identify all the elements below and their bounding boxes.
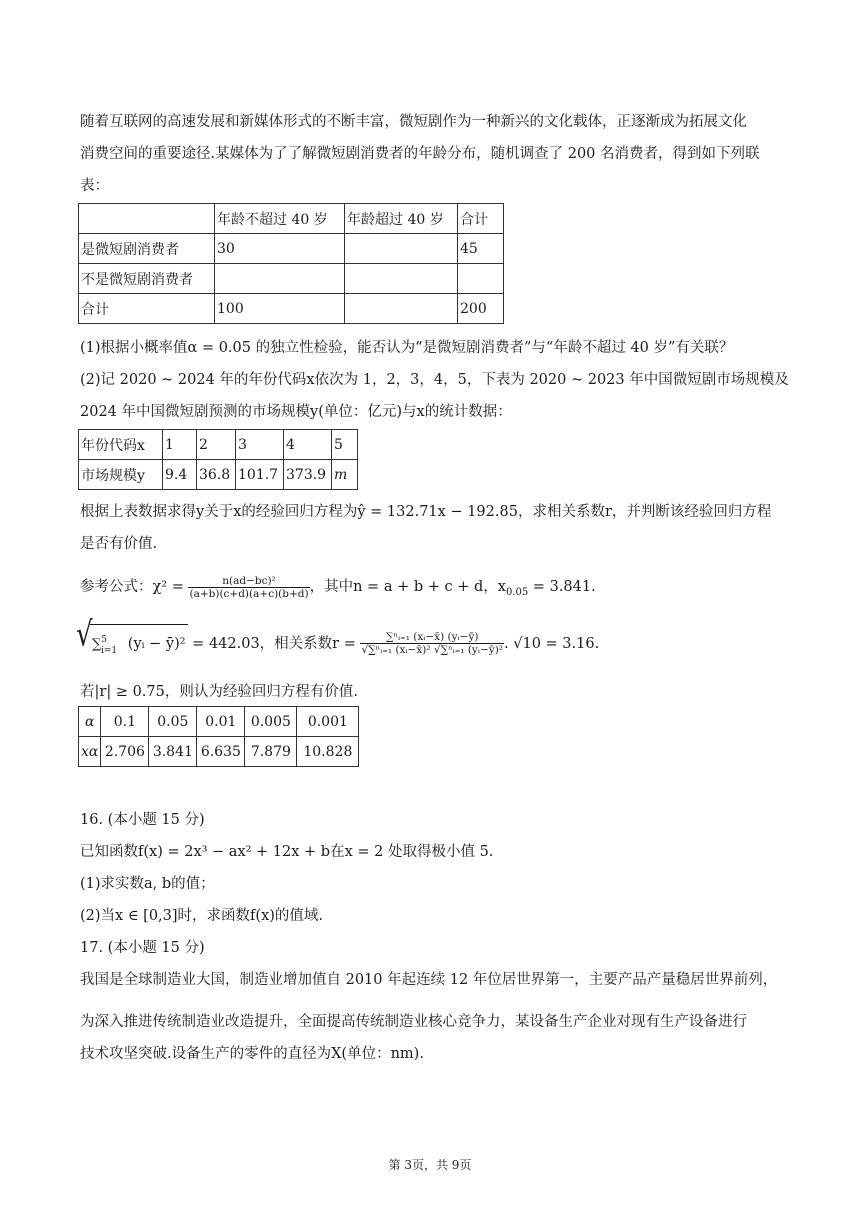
question-2-line-2: 2024 年中国微短剧预测的市场规模y(单位：亿元)与x的统计数据：: [80, 404, 512, 420]
table-cell: 5: [332, 430, 358, 460]
table-cell: 0.005: [245, 707, 297, 737]
intro-line-1: 随着互联网的高速发展和新媒体形式的不断丰富，微短剧作为一种新兴的文化载体，正逐渐成为拓展文化: [80, 114, 747, 130]
sum-upper-limit: 5: [101, 635, 108, 645]
table-cell: 2.706: [101, 737, 149, 767]
formula-subscript: 0.05: [505, 586, 529, 598]
question-17-line-3: 技术攻坚突破.设备生产的零件的直径为X(单位：nm).: [80, 1046, 424, 1062]
table-cell: 9.4: [163, 460, 197, 490]
formula-prefix: 参考公式：χ² =: [80, 579, 189, 595]
table-cell: 4: [284, 430, 332, 460]
reference-formula: [80, 572, 596, 608]
fraction-numerator: n(ad−bc)²: [188, 575, 309, 588]
alpha-table: [78, 706, 359, 767]
formula-eq: = 442.03，相关系数r =: [187, 635, 361, 652]
formula-tail: . √10 = 3.16.: [504, 635, 600, 652]
table-cell: 年龄超过 40 岁: [345, 204, 458, 234]
question-16-stem: 已知函数f(x) = 2x³ − ax² + 12x + b在x = 2 处取得极小值 5.: [80, 844, 494, 860]
table-cell: 合计: [79, 294, 215, 324]
intro-line-2: 消费空间的重要途径.某媒体为了了解微短剧消费者的年龄分布，随机调查了 200 名消费者，得到如下列联: [80, 146, 760, 162]
formula-suffix: = 3.841.: [528, 579, 596, 595]
table-cell: 36.8: [197, 460, 236, 490]
question-16-part-2: (2)当x ∈ [0,3]时，求函数f(x)的值域.: [80, 908, 324, 924]
table-row: [79, 264, 504, 294]
intro-line-3: 表：: [80, 178, 109, 194]
table-cell: [345, 234, 458, 264]
table-cell: 年份代码x: [79, 430, 163, 460]
table-cell: 2: [197, 430, 236, 460]
question-16-part-1: (1)求实数a, b的值；: [80, 876, 215, 892]
table-cell: [215, 264, 345, 294]
table-cell: 6.635: [197, 737, 245, 767]
question-17-line-2: 为深入推进传统制造业改造提升，全面提高传统制造业核心竞争力，某设备生产企业对现有生产设备进行: [80, 1014, 747, 1030]
table-cell: [458, 264, 504, 294]
table-cell: α: [79, 707, 101, 737]
table-cell: m: [332, 460, 358, 490]
table-cell: 30: [215, 234, 345, 264]
table-cell: 3: [236, 430, 284, 460]
table-cell: 373.9: [284, 460, 332, 490]
table-row: [79, 430, 358, 460]
table-cell: 0.1: [101, 707, 149, 737]
regression-line-2: 是否有价值.: [80, 536, 158, 552]
table-row: [79, 204, 504, 234]
sum-body: (yᵢ − ȳ)²: [127, 635, 186, 652]
sqrt-expression: √ ∑$^5_{i=1}$ (yᵢ − ȳ)²: [80, 624, 188, 661]
table-cell: 合计: [458, 204, 504, 234]
table-cell: 10.828: [297, 737, 359, 767]
table-cell: xα: [79, 737, 101, 767]
table-cell: 1: [163, 430, 197, 460]
table-row: [79, 707, 359, 737]
table-cell: 101.7: [236, 460, 284, 490]
contingency-table: [78, 203, 504, 324]
value-condition: 若|r| ≥ 0.75，则认为经验回归方程有价值.: [80, 684, 358, 700]
market-table: [78, 429, 358, 490]
question-17-title: 17. (本小题 15 分): [80, 940, 205, 956]
question-1: (1)根据小概率值α = 0.05 的独立性检验，能否认为“是微短剧消费者”与“年龄不超过 40 岁”有关联？: [80, 340, 734, 356]
formula-middle: ，其中n = a + b + c + d，x: [309, 579, 506, 595]
question-2-line-1: (2)记 2020 ~ 2024 年的年份代码x依次为 1，2，3，4，5，下表为 2020 ~ 2023 年中国微短剧市场规模及: [80, 372, 789, 388]
table-row: [79, 294, 504, 324]
table-cell: 7.879: [245, 737, 297, 767]
table-row: [79, 737, 359, 767]
table-cell: [345, 264, 458, 294]
table-cell: 不是微短剧消费者: [79, 264, 215, 294]
table-cell: 0.001: [297, 707, 359, 737]
fraction-denominator: (a+b)(c+d)(a+c)(b+d): [189, 587, 309, 600]
chi-square-fraction: [188, 575, 309, 600]
table-cell: [79, 204, 215, 234]
regression-line-1: 根据上表数据求得y关于x的经验回归方程为ŷ = 132.71x − 192.85，求相关系数r，并判断该经验回归方程: [80, 504, 772, 520]
fraction-numerator: ∑ⁿᵢ₌₁ (xᵢ−x̄) (yᵢ−ȳ): [360, 631, 504, 644]
page-footer: 第 3页，共 9页: [388, 1158, 472, 1172]
fraction-denominator: √∑ⁿᵢ₌₁ (xᵢ−x̄)² √∑ⁿᵢ₌₁ (yᵢ−ȳ)²: [361, 644, 504, 657]
table-cell: 45: [458, 234, 504, 264]
question-17-line-1: 我国是全球制造业大国，制造业增加值自 2010 年起连续 12 年位居世界第一，主要产品产量稳居世界前列，: [80, 972, 778, 988]
table-cell: 年龄不超过 40 岁: [215, 204, 345, 234]
table-row: [79, 460, 358, 490]
table-cell: [345, 294, 458, 324]
correlation-fraction: [360, 631, 504, 656]
table-cell: 200: [458, 294, 504, 324]
table-cell: 市场规模y: [79, 460, 163, 490]
question-16-title: 16. (本小题 15 分): [80, 812, 205, 828]
table-cell: 100: [215, 294, 345, 324]
table-row: [79, 234, 504, 264]
correlation-formula: [80, 624, 599, 661]
table-cell: 0.01: [197, 707, 245, 737]
table-cell: 是微短剧消费者: [79, 234, 215, 264]
table-cell: 0.05: [149, 707, 197, 737]
table-cell: 3.841: [149, 737, 197, 767]
